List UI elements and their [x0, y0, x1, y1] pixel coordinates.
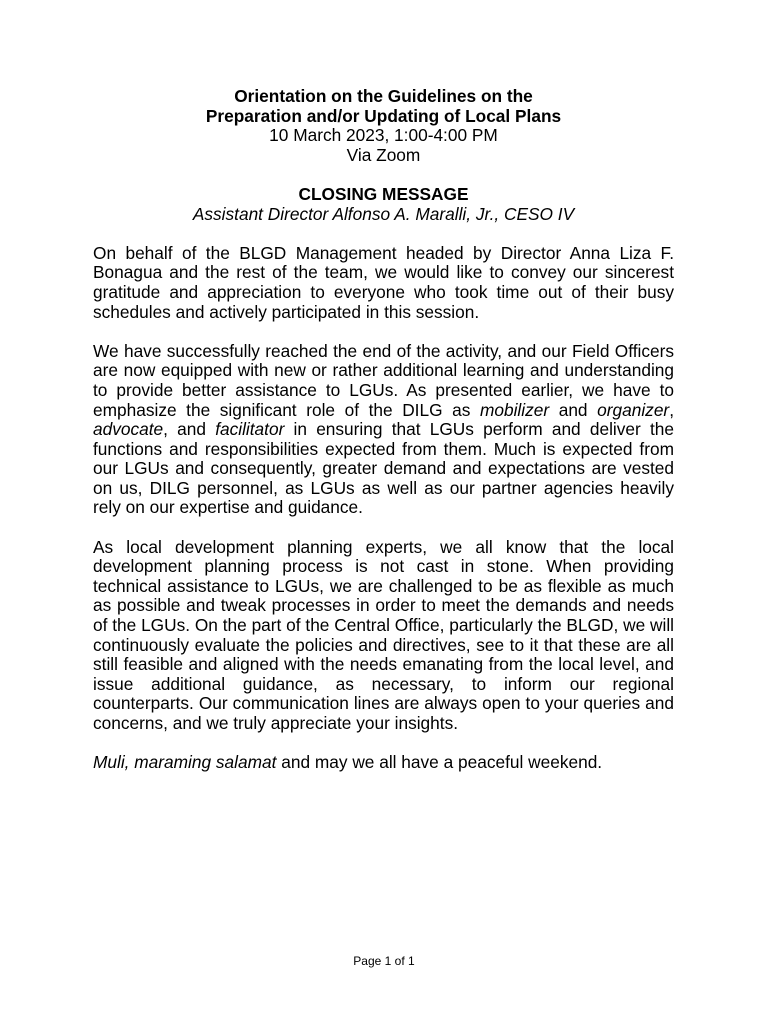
spacer: [93, 518, 674, 538]
spacer: [93, 322, 674, 342]
spacer: [93, 734, 674, 754]
message-heading: CLOSING MESSAGE: [298, 183, 469, 204]
emphasis-facilitator: facilitator: [215, 419, 285, 440]
event-datetime: 10 March 2023, 1:00-4:00 PM: [269, 125, 498, 146]
title-line-2: Preparation and/or Updating of Local Plans: [205, 105, 562, 126]
paragraph-2-text: in ensuring that LGUs perform and deliver the functions and responsibilities expected from them. Much is expected from our LGUs and consequently, greater demand and expectations are vested on us, DILG personnel, as LGUs as well as our partner agencies heavily rely on our expertise and guidance.: [93, 419, 674, 518]
paragraph-2-text: , and: [163, 419, 216, 440]
spacer: [93, 224, 674, 244]
paragraph-3: As local development planning experts, we all know that the local development planning process is not cast in stone. When providing technical assistance to LGUs, we are challenged to be as flexible as much as possible and tweak processes in order to meet the demands and needs of the LGUs. On the part of the Central Office, particularly the BLGD, we will continuously evaluate the policies and directives, see to it that these are all still feasible and aligned with the needs emanating from the local level, and issue additional guidance, as necessary, to inform our regional counterparts. Our communication lines are always open to your queries and concerns, and we truly appreciate your insights.: [93, 536, 674, 733]
emphasis-advocate: advocate: [93, 419, 164, 440]
paragraph-2-text: We have successfully reached the end of the activity, and our Field Officers are now equipped with new or rather additional learning and understanding to provide better assistance to LGUs. As presented earlier, we have to emphasize the significant role of the DILG as: [93, 340, 674, 420]
speaker-name: Assistant Director Alfonso A. Maralli, Jr., CESO IV: [192, 203, 575, 224]
paragraph-4-text: and may we all have a peaceful weekend.: [276, 752, 603, 773]
event-venue: Via Zoom: [346, 144, 421, 165]
emphasis-muli-maraming-salamat: Muli, maraming salamat: [93, 752, 277, 773]
title-line-1: Orientation on the Guidelines on the: [234, 86, 533, 106]
emphasis-organizer: organizer: [597, 399, 670, 420]
emphasis-mobilizer: mobilizer: [479, 399, 550, 420]
paragraph-2: [93, 342, 674, 518]
paragraph-2-text: and: [549, 399, 598, 420]
paragraph-4: [93, 753, 674, 773]
document-page: [93, 87, 674, 773]
paragraph-1: On behalf of the BLGD Management headed by Director Anna Liza F. Bonagua and the rest of the team, we would like to convey our sincerest gratitude and appreciation to everyone who took time out of their busy schedules and actively participated in this session.: [93, 242, 674, 322]
paragraph-2-text: ,: [669, 399, 674, 420]
spacer: [93, 165, 674, 185]
page-number: Page 1 of 1: [353, 954, 415, 968]
